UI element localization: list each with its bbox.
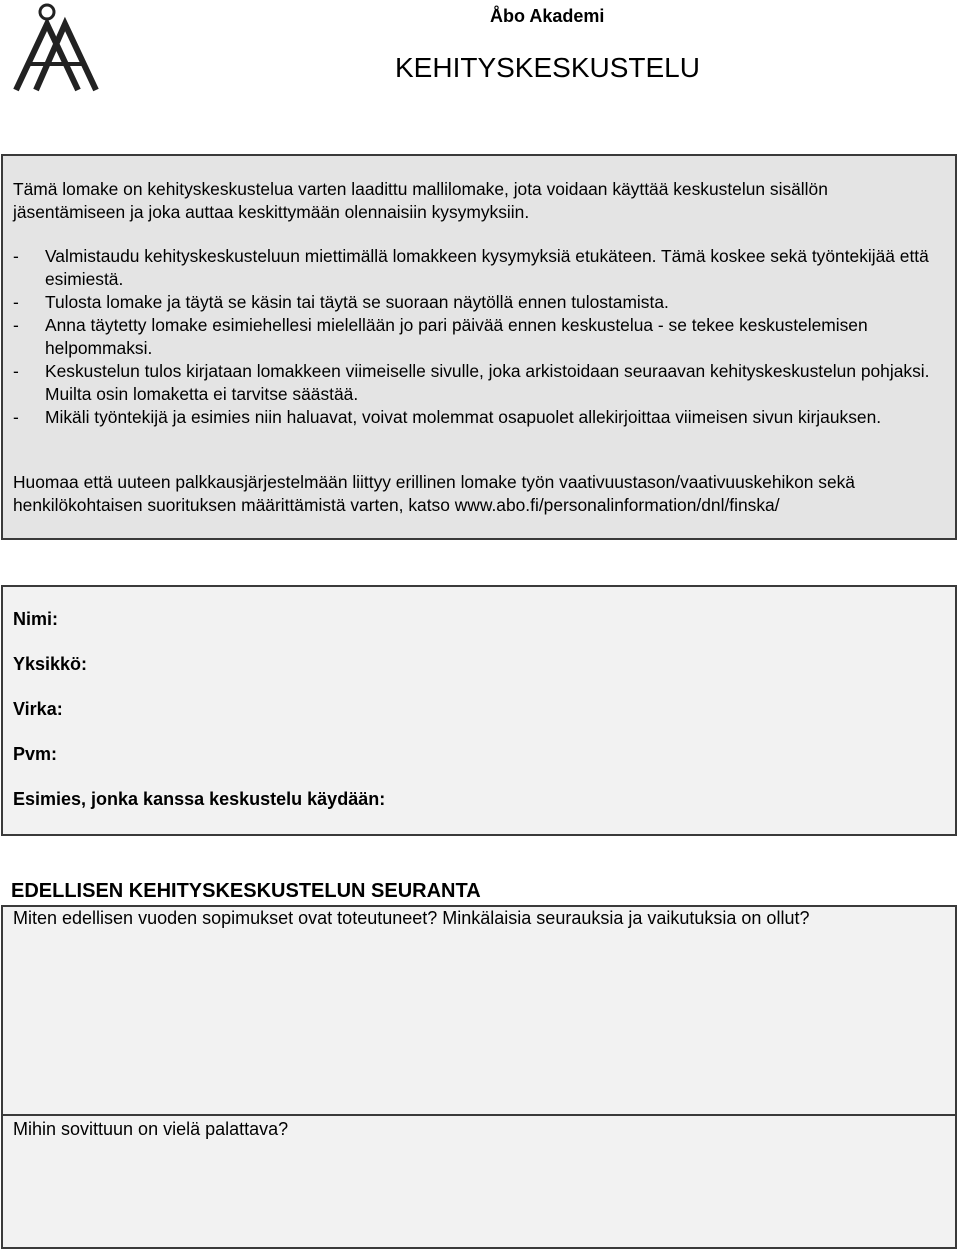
- abo-akademi-logo: [10, 2, 102, 94]
- list-item-text: Mikäli työntekijä ja esimies niin haluavat, voivat molemmat osapuolet allekirjoittaa viimeisen sivun kirjauksen.: [45, 407, 882, 427]
- list-item: [13, 245, 943, 291]
- intro-text: Tämä lomake on kehityskeskustelua varten laadittu mallilomake, jota voidaan käyttää keskustelun sisällön jäsentämiseen ja joka auttaa keskittymään olennaisiin kysymyksiin.: [13, 179, 828, 222]
- page-title: KEHITYSKESKUSTELU: [395, 52, 700, 83]
- list-item-text: Valmistaudu kehityskeskusteluun miettimällä lomakkeen kysymyksiä etukäteen. Tämä koskee sekä työntekijää että esimiestä.: [45, 246, 929, 289]
- university-name: Åbo Akademi: [490, 6, 605, 26]
- list-item: [13, 406, 943, 429]
- instructions-list: [13, 245, 943, 429]
- list-item: [13, 360, 943, 406]
- supervisor-field-label[interactable]: Esimies, jonka kanssa keskustelu käydään:: [13, 789, 386, 809]
- followup-question-1: Miten edellisen vuoden sopimukset ovat toteutuneet? Minkälaisia seurauksia ja vaikutuksia on ollut?: [13, 908, 810, 928]
- list-item-text: Keskustelun tulos kirjataan lomakkeen viimeiselle sivulle, joka arkistoidaan seuraavan kehityskeskustelun pohjaksi. Muilta osin lomaketta ei tarvitse säästää.: [45, 361, 930, 404]
- name-field-label[interactable]: Nimi:: [13, 609, 58, 629]
- divider: [3, 1114, 955, 1116]
- dash-marker: -: [13, 246, 19, 266]
- date-field-label[interactable]: Pvm:: [13, 744, 58, 764]
- position-field-label[interactable]: Virka:: [13, 699, 63, 719]
- dash-marker: -: [13, 292, 19, 312]
- person-details-box: [1, 585, 957, 836]
- list-item-text: Tulosta lomake ja täytä se käsin tai täytä se suoraan näytöllä ennen tulostamista.: [45, 292, 669, 312]
- dash-marker: -: [13, 407, 19, 427]
- dash-marker: -: [13, 361, 19, 381]
- followup-heading: EDELLISEN KEHITYSKESKUSTELUN SEURANTA: [11, 880, 481, 902]
- list-item: [13, 291, 943, 314]
- list-item-text: Anna täytetty lomake esimiehellesi mielellään jo pari päivää ennen keskustelua - se tekee keskustelemisen helpommaksi.: [45, 315, 868, 358]
- followup-box[interactable]: [1, 905, 957, 1249]
- salary-system-note: Huomaa että uuteen palkkausjärjestelmään liittyy erillinen lomake työn vaativuustason/vaativuuskehikon sekä henkilökohtaisen suorituksen määrittämistä varten, katso www.abo.fi/personalinformation/dnl/finska/: [13, 472, 855, 515]
- list-item: [13, 314, 943, 360]
- instructions-box: [1, 154, 957, 540]
- dash-marker: -: [13, 315, 19, 335]
- unit-field-label[interactable]: Yksikkö:: [13, 654, 88, 674]
- followup-question-2: Mihin sovittuun on vielä palattava?: [13, 1119, 289, 1139]
